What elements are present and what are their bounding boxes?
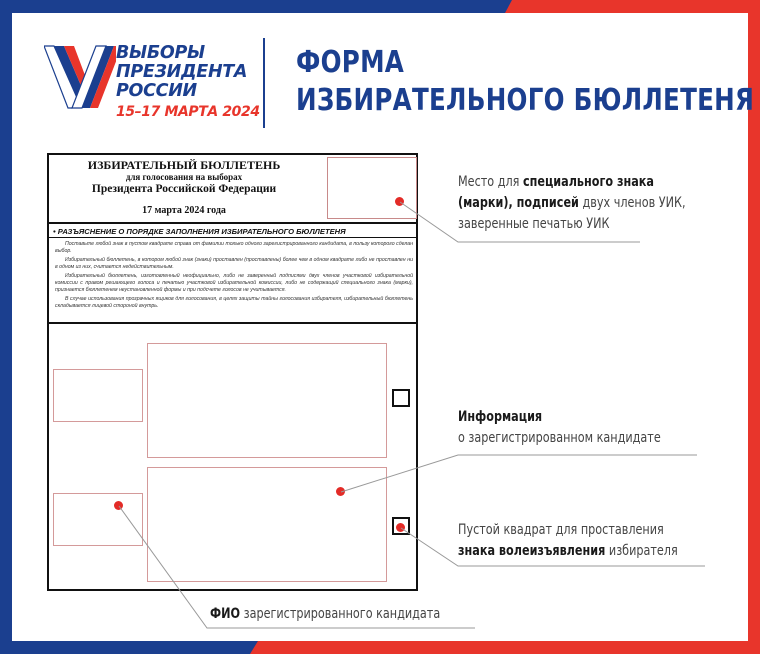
callout-text: зарегистрированного кандидата <box>240 606 441 622</box>
candidate-name-box <box>53 493 143 546</box>
callout-text: Пустой квадрат для проставления <box>458 522 664 538</box>
callout-bold-text: специального знака <box>522 174 654 190</box>
marker-dot-info <box>336 487 345 496</box>
callout-vote-square <box>458 520 678 562</box>
ballot-separator <box>49 222 416 224</box>
explanation-separator <box>49 237 416 238</box>
explanation-paragraph: В случае использования прозрачных ящиков для голосования, в целях защиты тайны голосования избирателя, избирательный бюллетень складывается лицевой стороной внутрь. <box>55 296 413 310</box>
callout-bold-text: знака волеизъявления <box>458 543 606 559</box>
page-title <box>296 44 754 120</box>
candidate-info-box <box>147 343 387 458</box>
explanation-title: • РАЗЪЯСНЕНИЕ О ПОРЯДКЕ ЗАПОЛНЕНИЯ ИЗБИРАТЕЛЬНОГО БЮЛЛЕТЕНЯ <box>53 227 346 236</box>
callout-text: Место для <box>458 174 523 190</box>
title-line-1: ФОРМА <box>296 45 405 80</box>
ballot-sample <box>47 153 418 591</box>
logo-line-3: РОССИИ <box>116 81 197 101</box>
ballot-date: 17 марта 2024 года <box>142 205 226 216</box>
callout-candidate-fio <box>210 604 440 625</box>
explanation-text <box>55 241 413 312</box>
marker-dot-stamp <box>395 197 404 206</box>
candidate-info-box <box>147 467 387 582</box>
logo-wordmark <box>116 44 260 122</box>
explanation-paragraph: Поставьте любой знак в пустом квадрате справа от фамилии только одного зарегистрированного кандидата, в пользу которого сделан выбор. <box>55 241 413 255</box>
explanation-paragraph: Избирательный бюллетень, изготовленный неофициально, либо не заверенный подписями двух членов участковой избирательной комиссии с правом решающего голоса и печатью участковой избирательной комиссии, либо не содержащий специального знака (марки), признается бюллетенем неустановленной формы и при подсчете голосов не учитывается. <box>55 273 413 294</box>
callout-bold-text: Информация <box>458 409 543 425</box>
explanation-paragraph: Избирательный бюллетень, в котором любой знак (знаки) проставлен (проставлены) более чем в одном квадрате либо не проставлен ни в одном из них, считается недействительным. <box>55 257 413 271</box>
ballot-separator <box>49 322 416 324</box>
logo-date: 15–17 МАРТА 2024 <box>116 104 260 120</box>
title-line-2: ИЗБИРАТЕЛЬНОГО БЮЛЛЕТЕНЯ <box>296 83 755 118</box>
callout-text: заверенные печатью УИК <box>458 216 610 232</box>
header-divider <box>263 38 265 128</box>
candidate-name-box <box>53 369 143 422</box>
callout-candidate-info <box>458 407 661 449</box>
stamp-signature-area <box>327 157 417 219</box>
callout-bold-text: ФИО <box>210 606 241 622</box>
ballot-subtitle: для голосования на выборах <box>125 172 243 182</box>
callout-text: о зарегистрированном кандидате <box>458 430 661 446</box>
callout-text: двух членов УИК, <box>578 195 686 211</box>
logo-line-1: ВЫБОРЫ <box>116 43 205 63</box>
ballot-title: ИЗБИРАТЕЛЬНЫЙ БЮЛЛЕТЕНЬ <box>87 158 281 172</box>
callout-stamp-area <box>458 172 686 235</box>
elections-v-logo <box>44 44 116 110</box>
vote-square[interactable] <box>392 389 410 407</box>
callout-bold-text: (марки), подписей <box>458 195 579 211</box>
logo-line-2: ПРЕЗИДЕНТА <box>116 62 248 82</box>
callout-text: избирателя <box>605 543 678 559</box>
ballot-office: Президента Российской Федерации <box>91 183 277 195</box>
ballot-header <box>49 155 416 224</box>
marker-dot-square <box>396 523 405 532</box>
marker-dot-fio <box>114 501 123 510</box>
